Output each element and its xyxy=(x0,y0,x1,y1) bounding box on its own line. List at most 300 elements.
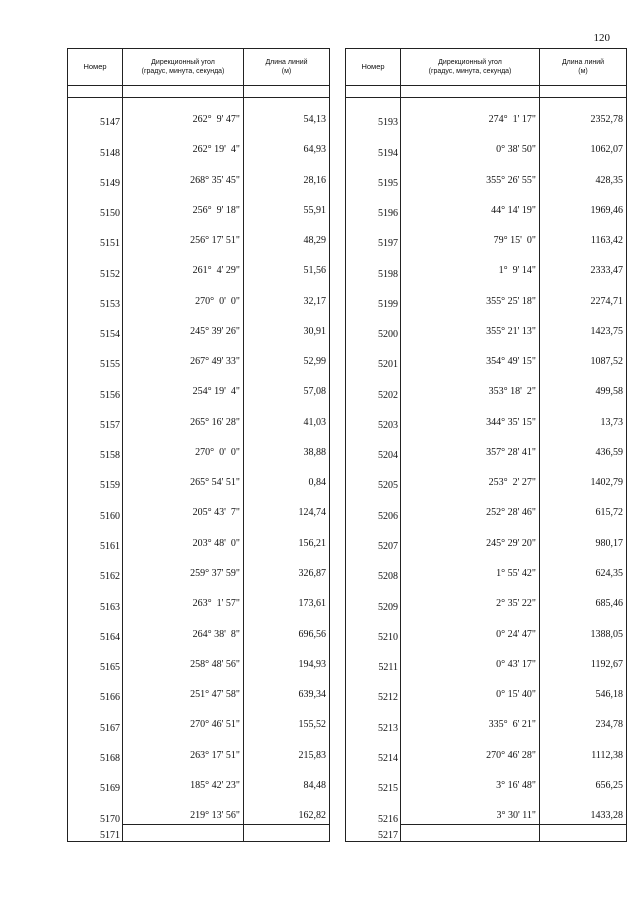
table-row xyxy=(346,431,627,461)
line-length: 1112,38 xyxy=(591,749,623,761)
angle-cell xyxy=(123,159,244,189)
angle-cell xyxy=(401,340,540,370)
length-cell xyxy=(244,552,330,582)
length-cell xyxy=(244,189,330,219)
line-length: 2333,47 xyxy=(590,265,623,277)
point-number: 5147 xyxy=(68,98,123,129)
direction-angle: 270° 46' 51" xyxy=(190,719,240,731)
point-number: 5213 xyxy=(346,703,401,733)
length-cell xyxy=(244,159,330,189)
angle-cell xyxy=(123,280,244,310)
column-header-angle xyxy=(401,49,540,86)
column-header-number: Номер xyxy=(68,49,123,86)
point-number: 5194 xyxy=(346,128,401,158)
column-header-angle-units: (градус, минута, секунда) xyxy=(141,68,225,75)
point-number: 5196 xyxy=(346,189,401,219)
table-row xyxy=(346,582,627,612)
angle-cell xyxy=(401,189,540,219)
angle-cell xyxy=(123,643,244,673)
point-number: 5158 xyxy=(68,431,123,461)
direction-angle: 355° 21' 13" xyxy=(486,325,536,337)
header-spacer-row xyxy=(346,86,627,98)
angle-cell xyxy=(401,522,540,552)
table-row xyxy=(68,613,330,643)
length-cell xyxy=(244,703,330,733)
direction-angle: 274° 1' 17" xyxy=(488,114,536,125)
angle-cell xyxy=(401,794,540,825)
angle-cell xyxy=(401,370,540,400)
direction-angle: 267° 49' 33" xyxy=(190,356,240,368)
point-number: 5198 xyxy=(346,249,401,279)
line-length: 1192,67 xyxy=(590,658,623,670)
angle-cell xyxy=(123,673,244,703)
length-cell xyxy=(244,340,330,370)
point-number: 5212 xyxy=(346,673,401,703)
table-row xyxy=(346,98,627,129)
line-length: 696,56 xyxy=(298,628,326,640)
table-row xyxy=(346,128,627,158)
length-cell xyxy=(244,582,330,612)
table-row xyxy=(68,552,330,582)
direction-angle: 259° 37' 59" xyxy=(190,567,240,579)
point-number: 5202 xyxy=(346,370,401,400)
angle-cell xyxy=(401,764,540,794)
table-row xyxy=(346,491,627,521)
table-row xyxy=(68,128,330,158)
direction-angle: 2° 35' 22" xyxy=(496,598,536,610)
point-number: 5210 xyxy=(346,613,401,643)
direction-angle: 254° 19' 4" xyxy=(192,386,240,398)
table-row xyxy=(68,401,330,431)
angle-cell xyxy=(401,128,540,158)
column-header-angle xyxy=(123,49,244,86)
length-cell xyxy=(244,461,330,491)
point-number: 5197 xyxy=(346,219,401,249)
line-length: 1402,79 xyxy=(590,477,623,489)
line-length: 1433,28 xyxy=(590,810,623,822)
table-row xyxy=(346,310,627,340)
angle-cell xyxy=(401,401,540,431)
direction-angle: 219° 13' 56" xyxy=(190,810,240,822)
line-length: 84,48 xyxy=(303,779,326,791)
line-length: 546,18 xyxy=(595,689,623,701)
line-length: 1163,42 xyxy=(590,235,623,247)
point-number: 5204 xyxy=(346,431,401,461)
direction-angle: 354° 49' 15" xyxy=(486,356,536,368)
length-cell xyxy=(244,613,330,643)
length-cell xyxy=(540,643,627,673)
line-length: 428,35 xyxy=(595,174,623,186)
point-number: 5199 xyxy=(346,280,401,310)
angle-cell xyxy=(123,189,244,219)
length-cell xyxy=(540,340,627,370)
length-cell xyxy=(540,431,627,461)
table-row xyxy=(68,370,330,400)
direction-angle: 264° 38' 8" xyxy=(192,628,240,640)
line-length: 624,35 xyxy=(595,567,623,579)
column-header-length-units: (м) xyxy=(578,68,588,75)
angle-cell xyxy=(123,98,244,129)
direction-angle: 245° 29' 20" xyxy=(486,537,536,549)
angle-cell xyxy=(401,613,540,643)
length-cell xyxy=(244,643,330,673)
point-number: 5200 xyxy=(346,310,401,340)
length-cell xyxy=(540,703,627,733)
line-length: 639,34 xyxy=(298,689,326,701)
length-cell xyxy=(244,522,330,552)
length-cell xyxy=(244,431,330,461)
length-cell xyxy=(540,280,627,310)
length-cell xyxy=(540,522,627,552)
line-length: 194,93 xyxy=(298,658,326,670)
point-number: 5171 xyxy=(68,825,123,842)
table-row xyxy=(346,794,627,825)
point-number: 5205 xyxy=(346,461,401,491)
line-length: 162,82 xyxy=(298,810,326,822)
line-length: 1969,46 xyxy=(590,204,623,216)
direction-angle: 1° 9' 14" xyxy=(498,265,536,277)
table-row xyxy=(68,159,330,189)
point-number: 5209 xyxy=(346,582,401,612)
point-number: 5152 xyxy=(68,249,123,279)
angle-cell xyxy=(123,552,244,582)
point-number: 5193 xyxy=(346,98,401,129)
length-cell xyxy=(540,461,627,491)
angle-cell xyxy=(123,734,244,764)
page-number: 120 xyxy=(593,32,610,44)
table-row xyxy=(346,401,627,431)
table-row xyxy=(68,310,330,340)
table-row xyxy=(68,734,330,764)
line-length: 980,17 xyxy=(595,537,623,549)
point-number: 5201 xyxy=(346,340,401,370)
coordinates-table-left xyxy=(67,48,330,842)
angle-cell xyxy=(123,794,244,825)
table-row xyxy=(68,340,330,370)
table-row xyxy=(68,764,330,794)
line-length: 155,52 xyxy=(298,719,326,731)
column-header-length xyxy=(540,49,627,86)
length-cell xyxy=(244,734,330,764)
table-row xyxy=(346,643,627,673)
line-length: 234,78 xyxy=(595,719,623,731)
angle-cell xyxy=(123,310,244,340)
length-cell xyxy=(244,128,330,158)
length-cell xyxy=(540,189,627,219)
line-length: 156,21 xyxy=(298,537,326,549)
table-row xyxy=(346,249,627,279)
column-header-length-title: Длина линий xyxy=(265,58,308,66)
length-cell xyxy=(540,491,627,521)
table-row xyxy=(68,582,330,612)
table-row xyxy=(68,219,330,249)
table-row xyxy=(346,370,627,400)
table-row xyxy=(68,703,330,733)
point-number: 5203 xyxy=(346,401,401,431)
table-row-last xyxy=(346,825,627,842)
table-header xyxy=(68,49,330,86)
line-length: 41,03 xyxy=(303,416,326,428)
table-row xyxy=(68,794,330,825)
coordinates-table-right xyxy=(345,48,627,842)
line-length: 54,13 xyxy=(303,114,326,125)
point-number: 5164 xyxy=(68,613,123,643)
table-row xyxy=(346,673,627,703)
line-length: 1062,07 xyxy=(590,144,623,156)
point-number: 5160 xyxy=(68,491,123,521)
angle-cell xyxy=(401,249,540,279)
angle-cell xyxy=(123,703,244,733)
point-number: 5162 xyxy=(68,552,123,582)
table-row xyxy=(68,673,330,703)
line-length: 13,73 xyxy=(600,416,623,428)
angle-cell xyxy=(123,764,244,794)
line-length: 51,56 xyxy=(303,265,326,277)
line-length: 1087,52 xyxy=(590,356,623,368)
length-cell xyxy=(244,673,330,703)
point-number: 5150 xyxy=(68,189,123,219)
column-header-angle-units: (градус, минута, секунда) xyxy=(428,68,512,75)
length-cell xyxy=(244,98,330,129)
length-cell xyxy=(540,249,627,279)
angle-cell xyxy=(401,159,540,189)
direction-angle: 270° 46' 28" xyxy=(486,749,536,761)
angle-cell xyxy=(123,522,244,552)
table-row xyxy=(68,461,330,491)
line-length: 28,16 xyxy=(303,174,326,186)
table-row xyxy=(346,764,627,794)
table-row xyxy=(346,280,627,310)
table-row xyxy=(68,522,330,552)
angle-cell xyxy=(123,491,244,521)
length-cell xyxy=(540,734,627,764)
point-number: 5217 xyxy=(346,825,401,842)
table-row xyxy=(346,552,627,582)
direction-angle: 3° 30' 11" xyxy=(496,810,536,822)
empty-cell xyxy=(244,825,330,842)
line-length: 30,91 xyxy=(303,325,326,337)
table-header xyxy=(346,49,627,86)
direction-angle: 335° 6' 21" xyxy=(488,719,536,731)
direction-angle: 203° 48' 0" xyxy=(192,537,240,549)
line-length: 499,58 xyxy=(595,386,623,398)
point-number: 5163 xyxy=(68,582,123,612)
angle-cell xyxy=(123,219,244,249)
line-length: 32,17 xyxy=(303,295,326,307)
angle-cell xyxy=(401,219,540,249)
length-cell xyxy=(244,249,330,279)
table-row xyxy=(346,189,627,219)
direction-angle: 0° 15' 40" xyxy=(496,689,536,701)
table-row xyxy=(346,461,627,491)
line-length: 173,61 xyxy=(298,598,326,610)
line-length: 1423,75 xyxy=(590,325,623,337)
direction-angle: 0° 43' 17" xyxy=(496,658,536,670)
angle-cell xyxy=(123,401,244,431)
angle-cell xyxy=(123,340,244,370)
table-row-last xyxy=(68,825,330,842)
line-length: 55,91 xyxy=(303,204,326,216)
line-length: 57,08 xyxy=(303,386,326,398)
direction-angle: 3° 16' 48" xyxy=(496,779,536,791)
table-row xyxy=(346,734,627,764)
length-cell xyxy=(540,98,627,129)
direction-angle: 44° 14' 19" xyxy=(491,204,536,216)
line-length: 124,74 xyxy=(298,507,326,519)
length-cell xyxy=(244,491,330,521)
line-length: 48,29 xyxy=(303,235,326,247)
table-row xyxy=(68,98,330,129)
point-number: 5166 xyxy=(68,673,123,703)
point-number: 5154 xyxy=(68,310,123,340)
point-number: 5208 xyxy=(346,552,401,582)
direction-angle: 357° 28' 41" xyxy=(486,446,536,458)
angle-cell xyxy=(401,461,540,491)
empty-cell xyxy=(401,825,540,842)
point-number: 5195 xyxy=(346,159,401,189)
length-cell xyxy=(244,280,330,310)
angle-cell xyxy=(123,461,244,491)
point-number: 5206 xyxy=(346,491,401,521)
direction-angle: 252° 28' 46" xyxy=(486,507,536,519)
empty-cell xyxy=(540,825,627,842)
direction-angle: 0° 24' 47" xyxy=(496,628,536,640)
table-row xyxy=(346,340,627,370)
direction-angle: 263° 1' 57" xyxy=(192,598,240,610)
angle-cell xyxy=(123,370,244,400)
length-cell xyxy=(540,128,627,158)
table-row xyxy=(68,189,330,219)
angle-cell xyxy=(401,310,540,340)
direction-angle: 262° 9' 47" xyxy=(192,114,240,125)
point-number: 5169 xyxy=(68,764,123,794)
length-cell xyxy=(244,794,330,825)
direction-angle: 265° 16' 28" xyxy=(190,416,240,428)
header-spacer-row xyxy=(68,86,330,98)
point-number: 5157 xyxy=(68,401,123,431)
column-header-length xyxy=(244,49,330,86)
point-number: 5207 xyxy=(346,522,401,552)
direction-angle: 353° 18' 2" xyxy=(488,386,536,398)
column-header-angle-title: Дирекционный угол xyxy=(151,58,215,66)
line-length: 656,25 xyxy=(595,779,623,791)
length-cell xyxy=(540,159,627,189)
direction-angle: 0° 38' 50" xyxy=(496,144,536,156)
angle-cell xyxy=(401,673,540,703)
line-length: 2352,78 xyxy=(590,114,623,125)
direction-angle: 261° 4' 29" xyxy=(192,265,240,277)
direction-angle: 251° 47' 58" xyxy=(190,689,240,701)
length-cell xyxy=(244,401,330,431)
direction-angle: 256° 17' 51" xyxy=(190,235,240,247)
length-cell xyxy=(244,370,330,400)
direction-angle: 258° 48' 56" xyxy=(190,658,240,670)
table-row xyxy=(346,613,627,643)
point-number: 5148 xyxy=(68,128,123,158)
table-row xyxy=(68,280,330,310)
line-length: 215,83 xyxy=(298,749,326,761)
table-row xyxy=(68,643,330,673)
line-length: 2274,71 xyxy=(590,295,623,307)
point-number: 5156 xyxy=(68,370,123,400)
direction-angle: 79° 15' 0" xyxy=(493,235,536,247)
line-length: 615,72 xyxy=(595,507,623,519)
length-cell xyxy=(540,582,627,612)
direction-angle: 270° 0' 0" xyxy=(195,446,240,458)
length-cell xyxy=(244,310,330,340)
angle-cell xyxy=(401,98,540,129)
direction-angle: 1° 55' 42" xyxy=(496,567,536,579)
angle-cell xyxy=(401,431,540,461)
direction-angle: 355° 25' 18" xyxy=(486,295,536,307)
direction-angle: 270° 0' 0" xyxy=(195,295,240,307)
length-cell xyxy=(540,764,627,794)
table-row xyxy=(346,522,627,552)
length-cell xyxy=(540,613,627,643)
angle-cell xyxy=(401,491,540,521)
length-cell xyxy=(540,794,627,825)
table-row xyxy=(346,219,627,249)
table-row xyxy=(346,159,627,189)
table-row xyxy=(68,491,330,521)
direction-angle: 268° 35' 45" xyxy=(190,174,240,186)
length-cell xyxy=(540,219,627,249)
direction-angle: 185° 42' 23" xyxy=(190,779,240,791)
direction-angle: 265° 54' 51" xyxy=(190,477,240,489)
angle-cell xyxy=(123,613,244,643)
angle-cell xyxy=(123,431,244,461)
direction-angle: 245° 39' 26" xyxy=(190,325,240,337)
line-length: 0,84 xyxy=(308,477,326,489)
table-row xyxy=(346,703,627,733)
point-number: 5151 xyxy=(68,219,123,249)
column-header-number: Номер xyxy=(346,49,401,86)
angle-cell xyxy=(401,280,540,310)
angle-cell xyxy=(123,128,244,158)
direction-angle: 205° 43' 7" xyxy=(192,507,240,519)
angle-cell xyxy=(401,734,540,764)
line-length: 1388,05 xyxy=(590,628,623,640)
direction-angle: 344° 35' 15" xyxy=(486,416,536,428)
angle-cell xyxy=(401,643,540,673)
point-number: 5170 xyxy=(68,794,123,825)
point-number: 5159 xyxy=(68,461,123,491)
point-number: 5155 xyxy=(68,340,123,370)
point-number: 5168 xyxy=(68,734,123,764)
point-number: 5167 xyxy=(68,703,123,733)
point-number: 5214 xyxy=(346,734,401,764)
column-header-length-title: Длина линий xyxy=(561,58,605,66)
direction-angle: 263° 17' 51" xyxy=(190,749,240,761)
angle-cell xyxy=(123,249,244,279)
point-number: 5149 xyxy=(68,159,123,189)
point-number: 5215 xyxy=(346,764,401,794)
point-number: 5161 xyxy=(68,522,123,552)
angle-cell xyxy=(401,582,540,612)
point-number: 5211 xyxy=(346,643,401,673)
point-number: 5153 xyxy=(68,280,123,310)
column-header-length-units: (м) xyxy=(281,68,292,75)
angle-cell xyxy=(123,582,244,612)
length-cell xyxy=(540,401,627,431)
direction-angle: 355° 26' 55" xyxy=(486,174,536,186)
direction-angle: 253° 2' 27" xyxy=(488,477,536,489)
length-cell xyxy=(244,219,330,249)
length-cell xyxy=(540,310,627,340)
line-length: 326,87 xyxy=(298,567,326,579)
length-cell xyxy=(540,370,627,400)
empty-cell xyxy=(123,825,244,842)
